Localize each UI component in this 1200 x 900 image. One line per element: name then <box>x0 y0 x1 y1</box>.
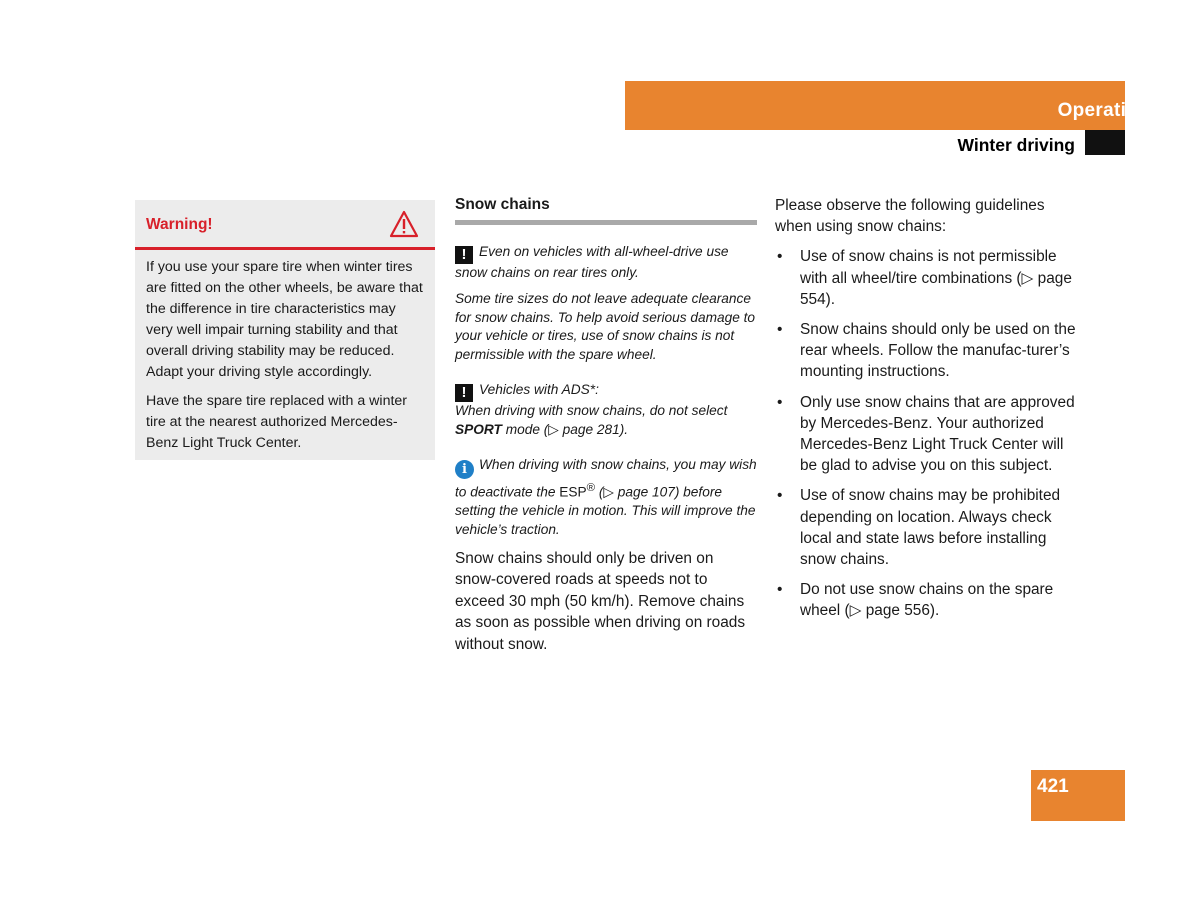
section-title: Operation <box>1057 100 1150 121</box>
guidelines-intro: Please observe the following guidelines when using snow chains: <box>775 197 1045 236</box>
bullet: • <box>777 393 783 411</box>
list-item: • Do not use snow chains on the spare wheel (▷ page 556). <box>777 581 1054 620</box>
guidelines-list <box>775 246 1080 621</box>
snow-chains-column <box>455 196 757 655</box>
note-clearance: Some tire sizes do not leave adequate clearance for snow chains. To help avoid serious damage to your vehicle or tires, use of snow chains is not permissible with the spare wheel. <box>455 290 756 363</box>
header-bar <box>625 81 1125 130</box>
info-icon: i <box>455 460 474 479</box>
heading-rule <box>455 220 757 225</box>
warning-label: Warning! <box>146 216 213 233</box>
warning-paragraph: Have the spare tire replaced with a winter tire at the nearest authorized Mercedes-Benz Light Truck Center. <box>146 393 408 451</box>
bullet: • <box>777 487 783 505</box>
bullet: • <box>777 581 783 599</box>
section-tab-marker <box>1085 130 1125 155</box>
warning-header <box>135 200 435 250</box>
notes <box>455 243 757 540</box>
bullet: • <box>777 248 783 266</box>
note-esp: i When driving with snow chains, you may wish to deactivate the ESP® (▷ page 107) before setting the vehicle in motion. This will improve the vehicle’s traction. <box>455 456 757 537</box>
list-item: • Snow chains should only be used on the rear wheels. Follow the manufac-turer’s mounting instructions. <box>777 321 1076 381</box>
warning-triangle-icon <box>389 210 419 238</box>
list-item: • Use of snow chains is not permissible with all wheel/tire combinations (▷ page 554). <box>777 248 1072 308</box>
warning-body <box>135 250 435 454</box>
warning-paragraph: If you use your spare tire when winter tires are fitted on the other wheels, be aware that the difference in tire characteristics may very well impair turning stability and that overall driving stability may be reduced. Adapt your driving style accordingly. <box>146 259 423 380</box>
subsection-title: Winter driving <box>957 135 1075 155</box>
snow-chains-body: Snow chains should only be driven on snow-covered roads at speeds not to exceed 30 mph (50 km/h). Remove chains as soon as possible when driving on roads without snow. <box>455 549 746 653</box>
list-item: • Only use snow chains that are approved by Mercedes-Benz. Your authorized Mercedes-Benz Light Truck Center will be glad to advise you on this subject. <box>777 393 1075 475</box>
note-awd: ! Even on vehicles with all-wheel-drive use snow chains on rear tires only. <box>455 244 729 280</box>
guidelines-column <box>775 195 1080 631</box>
exclamation-icon: ! <box>455 384 473 402</box>
list-item: • Use of snow chains may be prohibited depending on location. Always check local and state laws before installing snow chains. <box>777 487 1061 569</box>
sport-mode-label: SPORT <box>455 421 502 437</box>
exclamation-icon: ! <box>455 246 473 264</box>
page-number-box <box>1031 770 1125 821</box>
snow-chains-heading: Snow chains <box>455 196 550 213</box>
warning-box <box>135 200 435 460</box>
bullet: • <box>777 321 783 339</box>
page-number: 421 <box>1037 776 1069 797</box>
esp-label: ESP <box>559 484 587 500</box>
note-ads: ! Vehicles with ADS*: When driving with snow chains, do not select SPORT mode (▷ page 281). <box>455 381 728 437</box>
